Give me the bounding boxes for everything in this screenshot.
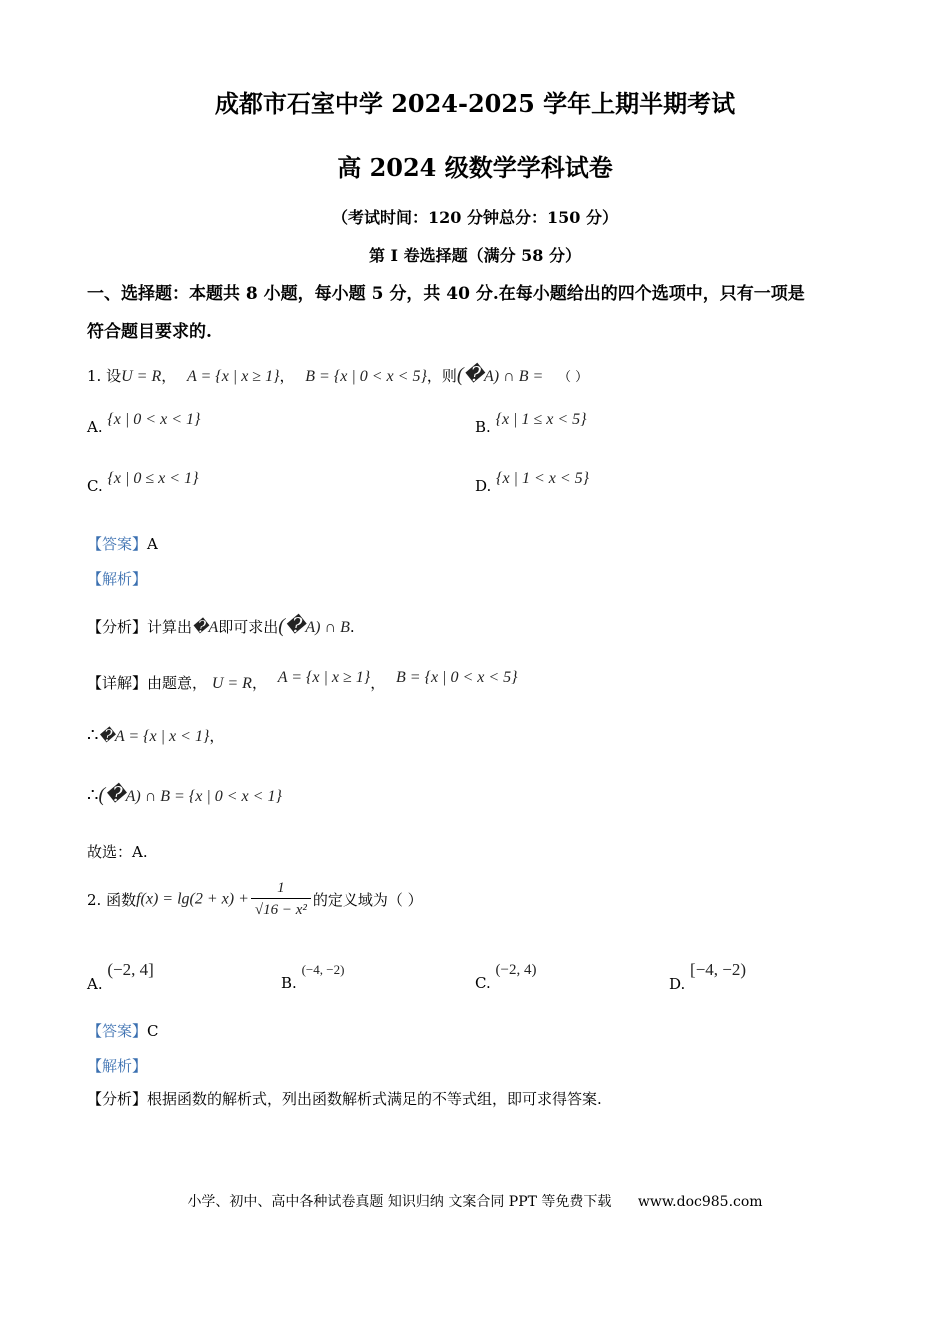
fenxi-tag: 【分析】 (87, 1090, 148, 1108)
detail-tag: 【详解】 (87, 674, 148, 692)
q2-function: f(x) = lg(2 + x) + (136, 890, 249, 908)
q1-step-2 (87, 782, 282, 807)
option-label: A. (87, 975, 103, 993)
fenxi-text: 根据函数的解析式，列出函数解析式满足的不等式组，即可求得答案. (147, 1090, 602, 1108)
fenxi-text: 计算出 (147, 618, 193, 636)
fenxi-text: 即可求出 (218, 618, 279, 636)
detail-comma: ， (370, 674, 386, 692)
q2-option-d (669, 960, 747, 993)
q1-set-a: A = {x | x ≥ 1} (187, 368, 280, 385)
question-1-stem (87, 362, 588, 387)
option-label: B. (475, 418, 491, 436)
step-math: A) ∩ B = {x | 0 < x < 1} (125, 788, 282, 805)
q1-analysis-tag: 【解析】 (87, 570, 148, 588)
fenxi-math: � (192, 619, 209, 636)
step-math: � (98, 728, 115, 745)
q1-detail (87, 669, 518, 693)
fenxi-end: . (349, 618, 355, 636)
q1-comma: ，则 (426, 367, 457, 385)
step-end: ， (209, 727, 225, 745)
q1-choose: 故选：A. (87, 843, 148, 861)
step-math: (� (98, 784, 126, 806)
q1-comma: ， (279, 367, 295, 385)
option-text: (−2, 4) (495, 962, 537, 978)
q1-prefix: 1. 设 (87, 367, 122, 385)
q2-answer (87, 1020, 159, 1041)
q1-answer (87, 533, 158, 554)
detail-text: 由题意， (147, 674, 208, 692)
q2-fenxi (87, 1088, 602, 1109)
footer-text: 小学、初中、高中各种试卷真题 知识归纳 文案合同 PPT 等免费下载 (187, 1194, 612, 1210)
option-text: (−4, −2) (301, 962, 345, 977)
q1-answer-paren: （ ） (558, 370, 589, 385)
q1-option-b (475, 411, 587, 437)
q2-prefix: 2. 函数 (87, 891, 137, 909)
q1-option-a (87, 411, 201, 437)
option-text: [−4, −2) (690, 960, 747, 979)
q1-comma: ， (161, 367, 177, 385)
q2-option-a (87, 960, 154, 993)
q1-universal-set: U = R (121, 368, 162, 385)
q1-set-b: B = {x | 0 < x < 5} (305, 368, 427, 385)
fraction-numerator: 1 (251, 878, 311, 899)
section-instruction-line1: 一、选择题：本题共 8 小题，每小题 5 分，共 40 分.在每小题给出的四个选项中，只有一项是 (87, 284, 805, 304)
fenxi-math: (� (278, 615, 306, 637)
q2-fraction (251, 878, 311, 921)
option-text: {x | 1 ≤ x < 5} (495, 411, 587, 428)
fenxi-math: A) ∩ B (305, 619, 350, 636)
q1-option-c (87, 470, 199, 496)
q2-option-b (281, 960, 345, 992)
exam-title: 成都市石室中学 2024-2025 学年上期半期考试 (214, 89, 736, 118)
answer-value: C (147, 1022, 159, 1040)
q1-complement-expr-tail: A) ∩ B = (484, 368, 544, 385)
detail-math: U = R (211, 675, 252, 692)
option-label: D. (669, 975, 686, 993)
option-text: {x | 0 ≤ x < 1} (107, 470, 199, 487)
therefore-symbol: ∴ (87, 785, 99, 806)
q1-complement-expr: (� (456, 364, 485, 386)
part-title: 第 I 卷选择题（满分 58 分） (368, 246, 582, 265)
fenxi-tag: 【分析】 (87, 618, 148, 636)
question-2-stem (87, 878, 423, 921)
q1-option-d (475, 470, 590, 496)
option-text: {x | 1 < x < 5} (496, 470, 590, 487)
q2-option-c (475, 960, 537, 992)
detail-comma: ， (251, 674, 267, 692)
option-label: D. (475, 477, 492, 495)
q1-step-1 (87, 725, 224, 746)
exam-info: （考试时间：120 分钟总分：150 分） (332, 208, 618, 227)
option-label: A. (87, 418, 103, 436)
q2-suffix: 的定义域为（ ） (312, 891, 423, 909)
answer-tag: 【答案】 (87, 1022, 148, 1040)
step-math: A = {x | x < 1} (114, 728, 210, 745)
answer-value: A (147, 535, 158, 553)
exam-subtitle: 高 2024 级数学学科试卷 (337, 153, 613, 182)
option-label: C. (475, 974, 491, 992)
q1-fenxi (87, 613, 355, 638)
section-instruction-line2: 符合题目要求的. (87, 322, 212, 342)
therefore-symbol: ∴ (87, 725, 99, 746)
detail-math: A = {x | x ≥ 1} (277, 669, 371, 686)
answer-tag: 【答案】 (87, 535, 148, 553)
page-footer (0, 1191, 950, 1211)
q2-analysis-tag: 【解析】 (87, 1057, 148, 1075)
detail-math: B = {x | 0 < x < 5} (396, 669, 518, 686)
option-text: (−2, 4] (107, 960, 154, 979)
fenxi-math: A (208, 619, 219, 636)
footer-url[interactable]: www.doc985.com (637, 1194, 763, 1210)
option-label: C. (87, 477, 103, 495)
fraction-denominator: √16 − x² (254, 902, 307, 918)
option-label: B. (281, 974, 297, 992)
option-text: {x | 0 < x < 1} (107, 411, 201, 428)
